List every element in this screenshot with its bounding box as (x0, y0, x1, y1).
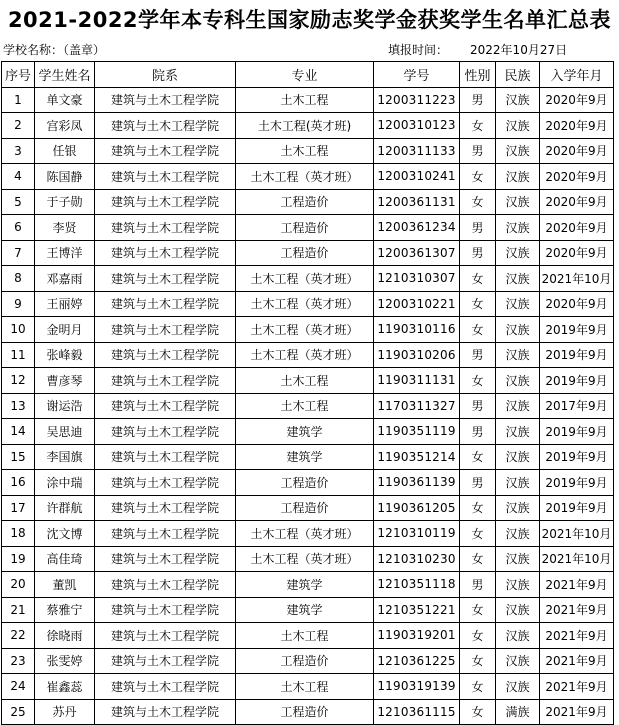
cell-no: 3 (2, 138, 35, 164)
cell-student-id: 1190361205 (374, 495, 460, 521)
cell-student-id: 1210351118 (374, 572, 460, 598)
table-row (2, 546, 614, 572)
cell-enrolled: 2019年9月 (540, 419, 614, 445)
cell-enrolled: 2020年9月 (540, 138, 614, 164)
cell-student-id: 1190319139 (374, 674, 460, 700)
cell-college: 建筑与土木工程学院 (95, 368, 236, 394)
cell-no: 10 (2, 317, 35, 343)
cell-name: 邓嘉雨 (35, 266, 95, 292)
cell-major: 建筑学 (236, 419, 374, 445)
cell-college: 建筑与土木工程学院 (95, 317, 236, 343)
cell-name: 沈文博 (35, 521, 95, 547)
cell-major: 土木工程 (236, 393, 374, 419)
cell-gender: 女 (460, 648, 496, 674)
cell-enrolled: 2020年9月 (540, 240, 614, 266)
cell-gender: 女 (460, 699, 496, 725)
cell-ethnicity: 汉族 (496, 113, 540, 139)
cell-student-id: 1170311327 (374, 393, 460, 419)
table-header-row (2, 62, 614, 88)
cell-enrolled: 2020年9月 (540, 291, 614, 317)
cell-college: 建筑与土木工程学院 (95, 164, 236, 190)
cell-no: 7 (2, 240, 35, 266)
table-row (2, 393, 614, 419)
cell-college: 建筑与土木工程学院 (95, 266, 236, 292)
cell-enrolled: 2021年10月 (540, 521, 614, 547)
cell-gender: 女 (460, 189, 496, 215)
cell-college: 建筑与土木工程学院 (95, 240, 236, 266)
cell-student-id: 1210361225 (374, 648, 460, 674)
cell-enrolled: 2021年9月 (540, 699, 614, 725)
column-header-major: 专业 (236, 62, 374, 88)
cell-student-id: 1200310221 (374, 291, 460, 317)
cell-major: 土木工程（英才班） (236, 291, 374, 317)
cell-student-id: 1200361131 (374, 189, 460, 215)
cell-student-id: 1200361307 (374, 240, 460, 266)
cell-no: 14 (2, 419, 35, 445)
cell-student-id: 1190361139 (374, 470, 460, 496)
cell-gender: 男 (460, 87, 496, 113)
column-header-enrolled: 入学年月 (540, 62, 614, 88)
cell-ethnicity: 汉族 (496, 546, 540, 572)
cell-no: 22 (2, 623, 35, 649)
cell-major: 土木工程 (236, 674, 374, 700)
cell-no: 11 (2, 342, 35, 368)
cell-student-id: 1190310206 (374, 342, 460, 368)
column-header-ethnicity: 民族 (496, 62, 540, 88)
cell-major: 建筑学 (236, 572, 374, 598)
cell-ethnicity: 汉族 (496, 470, 540, 496)
report-date-value: 2022年10月27日 (470, 43, 568, 57)
cell-student-id: 1210310307 (374, 266, 460, 292)
cell-gender: 男 (460, 572, 496, 598)
cell-college: 建筑与土木工程学院 (95, 444, 236, 470)
cell-major: 土木工程 (236, 138, 374, 164)
cell-college: 建筑与土木工程学院 (95, 470, 236, 496)
cell-name: 宫彩凤 (35, 113, 95, 139)
cell-no: 23 (2, 648, 35, 674)
cell-name: 曹彦琴 (35, 368, 95, 394)
cell-gender: 女 (460, 113, 496, 139)
cell-college: 建筑与土木工程学院 (95, 189, 236, 215)
table-row (2, 317, 614, 343)
cell-gender: 女 (460, 164, 496, 190)
cell-name: 金明月 (35, 317, 95, 343)
cell-college: 建筑与土木工程学院 (95, 113, 236, 139)
cell-gender: 女 (460, 444, 496, 470)
cell-no: 16 (2, 470, 35, 496)
cell-enrolled: 2020年9月 (540, 189, 614, 215)
cell-gender: 女 (460, 317, 496, 343)
cell-no: 12 (2, 368, 35, 394)
cell-major: 工程造价 (236, 648, 374, 674)
cell-ethnicity: 汉族 (496, 648, 540, 674)
cell-ethnicity: 汉族 (496, 291, 540, 317)
table-row (2, 215, 614, 241)
cell-major: 工程造价 (236, 189, 374, 215)
table-row (2, 138, 614, 164)
cell-enrolled: 2021年9月 (540, 572, 614, 598)
cell-name: 吴思迪 (35, 419, 95, 445)
cell-ethnicity: 汉族 (496, 342, 540, 368)
cell-ethnicity: 满族 (496, 699, 540, 725)
cell-name: 徐晓雨 (35, 623, 95, 649)
report-date-label: 填报时间： (388, 43, 449, 57)
cell-college: 建筑与土木工程学院 (95, 674, 236, 700)
cell-enrolled: 2021年9月 (540, 648, 614, 674)
cell-student-id: 1190310116 (374, 317, 460, 343)
cell-student-id: 1190351119 (374, 419, 460, 445)
cell-student-id: 1190319201 (374, 623, 460, 649)
cell-college: 建筑与土木工程学院 (95, 138, 236, 164)
cell-ethnicity: 汉族 (496, 368, 540, 394)
cell-major: 工程造价 (236, 699, 374, 725)
cell-student-id: 1200361234 (374, 215, 460, 241)
cell-major: 土木工程 (236, 368, 374, 394)
table-row (2, 444, 614, 470)
cell-name: 涂中瑞 (35, 470, 95, 496)
cell-enrolled: 2021年9月 (540, 623, 614, 649)
cell-major: 工程造价 (236, 470, 374, 496)
cell-name: 高佳琦 (35, 546, 95, 572)
table-row (2, 368, 614, 394)
cell-name: 李国旗 (35, 444, 95, 470)
cell-enrolled: 2020年9月 (540, 113, 614, 139)
school-seal-placeholder: （盖章） (63, 43, 106, 57)
cell-name: 苏丹 (35, 699, 95, 725)
cell-name: 任银 (35, 138, 95, 164)
cell-enrolled: 2020年9月 (540, 215, 614, 241)
table-row (2, 495, 614, 521)
cell-ethnicity: 汉族 (496, 164, 540, 190)
column-header-gender: 性别 (460, 62, 496, 88)
cell-student-id: 1200311223 (374, 87, 460, 113)
report-date-field (388, 40, 567, 60)
cell-no: 1 (2, 87, 35, 113)
cell-no: 5 (2, 189, 35, 215)
cell-no: 4 (2, 164, 35, 190)
table-row (2, 419, 614, 445)
cell-college: 建筑与土木工程学院 (95, 215, 236, 241)
cell-name: 崔鑫蕊 (35, 674, 95, 700)
cell-gender: 男 (460, 470, 496, 496)
cell-name: 谢运浩 (35, 393, 95, 419)
cell-ethnicity: 汉族 (496, 138, 540, 164)
cell-name: 王博洋 (35, 240, 95, 266)
cell-gender: 女 (460, 291, 496, 317)
cell-no: 18 (2, 521, 35, 547)
cell-college: 建筑与土木工程学院 (95, 342, 236, 368)
cell-no: 21 (2, 597, 35, 623)
column-header-no: 序号 (2, 62, 35, 88)
cell-name: 李贤 (35, 215, 95, 241)
cell-college: 建筑与土木工程学院 (95, 291, 236, 317)
table-row (2, 648, 614, 674)
cell-no: 19 (2, 546, 35, 572)
cell-name: 王丽婷 (35, 291, 95, 317)
table-row (2, 674, 614, 700)
cell-major: 工程造价 (236, 240, 374, 266)
cell-name: 张雯婷 (35, 648, 95, 674)
cell-ethnicity: 汉族 (496, 87, 540, 113)
cell-gender: 男 (460, 138, 496, 164)
cell-major: 土木工程（英才班） (236, 266, 374, 292)
column-header-student-id: 学号 (374, 62, 460, 88)
table-row (2, 164, 614, 190)
cell-gender: 女 (460, 495, 496, 521)
cell-gender: 女 (460, 266, 496, 292)
cell-name: 单文豪 (35, 87, 95, 113)
school-name-label: 学校名称： (3, 43, 64, 57)
cell-ethnicity: 汉族 (496, 317, 540, 343)
cell-gender: 男 (460, 393, 496, 419)
table-row (2, 572, 614, 598)
cell-no: 9 (2, 291, 35, 317)
cell-gender: 女 (460, 597, 496, 623)
cell-enrolled: 2019年9月 (540, 368, 614, 394)
cell-college: 建筑与土木工程学院 (95, 597, 236, 623)
cell-college: 建筑与土木工程学院 (95, 699, 236, 725)
cell-enrolled: 2019年9月 (540, 470, 614, 496)
table-row (2, 470, 614, 496)
cell-no: 6 (2, 215, 35, 241)
cell-ethnicity: 汉族 (496, 189, 540, 215)
cell-ethnicity: 汉族 (496, 495, 540, 521)
cell-student-id: 1210351221 (374, 597, 460, 623)
cell-college: 建筑与土木工程学院 (95, 521, 236, 547)
cell-ethnicity: 汉族 (496, 393, 540, 419)
table-row (2, 240, 614, 266)
table-row (2, 597, 614, 623)
cell-no: 15 (2, 444, 35, 470)
cell-no: 25 (2, 699, 35, 725)
cell-college: 建筑与土木工程学院 (95, 546, 236, 572)
cell-student-id: 1190311131 (374, 368, 460, 394)
cell-ethnicity: 汉族 (496, 623, 540, 649)
table-row (2, 699, 614, 725)
cell-enrolled: 2021年10月 (540, 266, 614, 292)
cell-no: 24 (2, 674, 35, 700)
cell-major: 工程造价 (236, 495, 374, 521)
cell-enrolled: 2020年9月 (540, 87, 614, 113)
cell-ethnicity: 汉族 (496, 266, 540, 292)
cell-no: 17 (2, 495, 35, 521)
cell-name: 陈国静 (35, 164, 95, 190)
cell-student-id: 1210310230 (374, 546, 460, 572)
table-row (2, 623, 614, 649)
cell-gender: 女 (460, 368, 496, 394)
cell-enrolled: 2019年9月 (540, 317, 614, 343)
cell-enrolled: 2019年9月 (540, 495, 614, 521)
cell-name: 于子勋 (35, 189, 95, 215)
cell-enrolled: 2020年9月 (540, 164, 614, 190)
cell-enrolled: 2017年9月 (540, 393, 614, 419)
page-title: 2021-2022学年本专科生国家励志奖学金获奖学生名单汇总表 (7, 8, 612, 32)
cell-gender: 男 (460, 342, 496, 368)
cell-college: 建筑与土木工程学院 (95, 623, 236, 649)
cell-college: 建筑与土木工程学院 (95, 87, 236, 113)
table-row (2, 342, 614, 368)
cell-student-id: 1210310119 (374, 521, 460, 547)
cell-major: 土木工程（英才班） (236, 521, 374, 547)
cell-major: 土木工程 (236, 87, 374, 113)
cell-no: 2 (2, 113, 35, 139)
cell-major: 工程造价 (236, 215, 374, 241)
cell-gender: 女 (460, 674, 496, 700)
cell-college: 建筑与土木工程学院 (95, 648, 236, 674)
cell-ethnicity: 汉族 (496, 240, 540, 266)
cell-major: 土木工程（英才班） (236, 164, 374, 190)
table-row (2, 291, 614, 317)
cell-enrolled: 2019年9月 (540, 444, 614, 470)
cell-student-id: 1190351214 (374, 444, 460, 470)
cell-major: 建筑学 (236, 597, 374, 623)
cell-ethnicity: 汉族 (496, 521, 540, 547)
cell-enrolled: 2021年10月 (540, 546, 614, 572)
cell-student-id: 1200310123 (374, 113, 460, 139)
table-row (2, 266, 614, 292)
cell-enrolled: 2021年9月 (540, 674, 614, 700)
cell-student-id: 1200310241 (374, 164, 460, 190)
cell-ethnicity: 汉族 (496, 444, 540, 470)
cell-student-id: 1210361115 (374, 699, 460, 725)
cell-gender: 女 (460, 546, 496, 572)
cell-ethnicity: 汉族 (496, 597, 540, 623)
cell-gender: 女 (460, 521, 496, 547)
cell-enrolled: 2019年9月 (540, 342, 614, 368)
award-list-table (1, 61, 614, 725)
cell-ethnicity: 汉族 (496, 419, 540, 445)
cell-gender: 女 (460, 623, 496, 649)
cell-enrolled: 2021年9月 (540, 597, 614, 623)
cell-ethnicity: 汉族 (496, 674, 540, 700)
table-row (2, 189, 614, 215)
column-header-college: 院系 (95, 62, 236, 88)
cell-major: 土木工程（英才班） (236, 546, 374, 572)
cell-name: 蔡雅宁 (35, 597, 95, 623)
cell-ethnicity: 汉族 (496, 215, 540, 241)
table-row (2, 113, 614, 139)
cell-name: 董凯 (35, 572, 95, 598)
cell-no: 20 (2, 572, 35, 598)
table-row (2, 87, 614, 113)
cell-student-id: 1200311133 (374, 138, 460, 164)
cell-college: 建筑与土木工程学院 (95, 572, 236, 598)
cell-college: 建筑与土木工程学院 (95, 419, 236, 445)
cell-major: 土木工程（英才班） (236, 317, 374, 343)
cell-major: 土木工程（英才班） (236, 342, 374, 368)
cell-major: 土木工程(英才班) (236, 113, 374, 139)
table-row (2, 521, 614, 547)
cell-major: 建筑学 (236, 444, 374, 470)
cell-major: 土木工程 (236, 623, 374, 649)
cell-college: 建筑与土木工程学院 (95, 495, 236, 521)
column-header-name: 学生姓名 (35, 62, 95, 88)
cell-gender: 男 (460, 419, 496, 445)
cell-gender: 男 (460, 240, 496, 266)
cell-college: 建筑与土木工程学院 (95, 393, 236, 419)
cell-name: 张峰毅 (35, 342, 95, 368)
cell-ethnicity: 汉族 (496, 572, 540, 598)
cell-no: 13 (2, 393, 35, 419)
school-name-field (3, 40, 105, 60)
cell-name: 许群航 (35, 495, 95, 521)
cell-gender: 男 (460, 215, 496, 241)
cell-no: 8 (2, 266, 35, 292)
